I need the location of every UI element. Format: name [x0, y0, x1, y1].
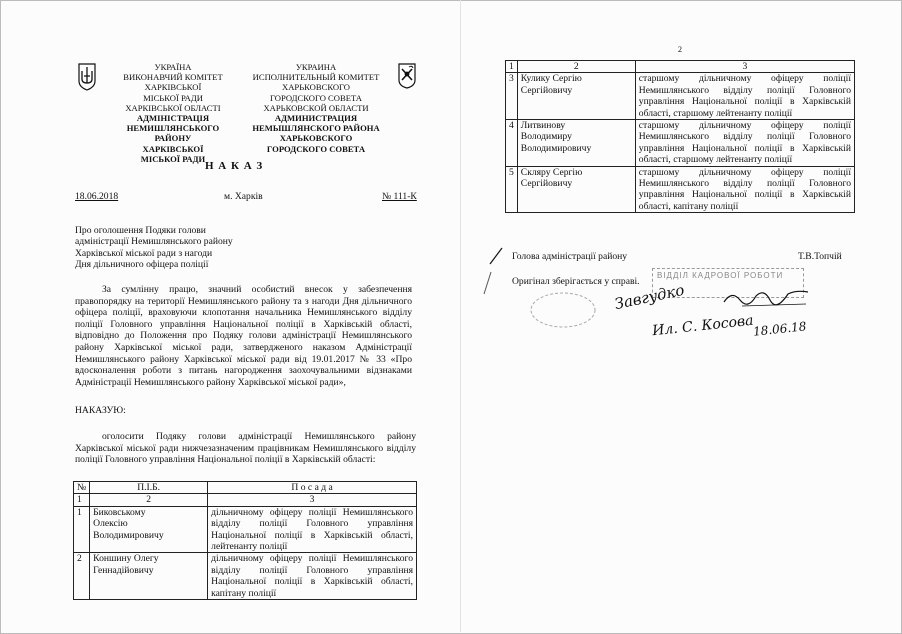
pen-mark-icon	[480, 270, 494, 296]
order-text: оголосити Подяку голови адміністрації Немишлянського району Харківської міської ради нижчезазначеним працівникам Немишлянського відділу поліції Головного управління Національної поліції в Харківській області:	[75, 431, 416, 466]
table-header-row	[74, 482, 417, 494]
row-position: старшому дільничному офіцеру поліції Немишлянського відділу поліції Головного управління Національної поліції в Харківській області, старшому лейтенанту поліції	[635, 73, 854, 120]
signature-name: Т.В.Топчій	[798, 251, 842, 262]
subject-line: Дня дільничного офіцера поліції	[75, 259, 209, 271]
header-ua	[108, 62, 238, 164]
row-name	[517, 166, 635, 213]
table-row	[506, 166, 855, 213]
name-line: Олексію	[93, 518, 128, 530]
col-header-position: П о с а д а	[208, 482, 417, 494]
colnum-cell: 3	[208, 494, 417, 506]
col-header-name: П.І.Б.	[90, 482, 208, 494]
table-row	[74, 553, 417, 600]
name-line: Геннадійовичу	[93, 564, 154, 576]
header-ru-line: ГОРОДСКОГО СОВЕТА	[270, 92, 362, 103]
name-line: Сергійовичу	[520, 178, 573, 190]
city-emblem-icon	[397, 63, 417, 89]
name-line: Сергійовичу	[520, 84, 573, 96]
handwritten-name: Ил. С. Косова	[651, 312, 755, 340]
name-line: Коншину Олегу	[93, 553, 159, 565]
preamble-paragraph: За сумлінну працю, значний особистий внесок у забезпечення правопорядку на території Немишлянського району та з нагоди Дня дільничного офіцера поліції, враховуючи клопотання начальника Немишлянського відділу поліції Головного управління Національної поліції в Харківській області, відповідно до Положення про Подяку голови адміністрації Немишлянського району Харківської міської ради, затвердженого наказом Адміністрації Немишлянського району Харківської міської ради від 19.01.2017 № 33 «Про вдосконалення роботи з питань нагородження заохочувальними відзнаками Адміністрації Немишлянського району Харківської міської ради»,	[75, 284, 412, 388]
header-ru-line: ИСПОЛНИТЕЛЬНЫЙ КОМИТЕТ	[252, 72, 380, 83]
pen-mark-icon	[487, 246, 505, 266]
header-ua-line: ХАРКІВСЬКОЇ ОБЛАСТІ	[125, 102, 221, 113]
doc-title: Н А К А З	[205, 160, 264, 172]
awardees-table-2	[505, 60, 855, 213]
page-fold	[460, 0, 461, 632]
header-ru-line: ХАРЬКОВСКОГО	[279, 133, 353, 144]
name-line: Володимировичу	[520, 142, 592, 154]
table-colnum-row	[506, 61, 855, 73]
row-position: дільничному офіцеру поліції Немишлянського відділу поліції Головного управління Національної поліції в Харківській області, капітану поліції	[208, 553, 417, 600]
row-name	[90, 506, 208, 553]
subject-line: Про оголошення Подяки голови	[75, 225, 206, 236]
row-position: дільничному офіцеру поліції Немишлянського відділу поліції Головного управління Національної поліції в Харківській області, лейтенанту поліції	[208, 506, 417, 553]
header-ua-line: НЕМИШЛЯНСЬКОГО РАЙОНУ	[126, 123, 220, 144]
stamp-text: ВІДДІЛ КАДРОВОЇ РОБОТИ	[657, 271, 784, 280]
header-ua-line: АДМІНІСТРАЦІЯ	[136, 113, 210, 124]
colnum-cell: 2	[90, 494, 208, 506]
subject-line: адміністрації Немишлянського району	[75, 236, 233, 248]
subject-line: Харківської міської ради з нагоди	[75, 247, 213, 259]
header-ua-line: ВИКОНАВЧИЙ КОМІТЕТ	[123, 72, 223, 83]
round-stamp-icon	[528, 290, 598, 330]
row-number: 5	[506, 166, 518, 213]
header-ru-line: ХАРЬКОВСКОЙ ОБЛАСТИ	[263, 102, 369, 113]
order-date: 18.06.2018	[75, 191, 119, 202]
signature-title: Голова адміністрації району	[512, 251, 628, 262]
table-colnum-row	[74, 494, 417, 506]
order-subject	[75, 225, 275, 271]
col-header-number: №	[74, 482, 90, 494]
header-ua-line: ХАРКІВСЬКОЇ	[142, 143, 204, 154]
header-ru-line: ХАРЬКОВСКОГО	[282, 82, 350, 93]
coat-of-arms-icon	[77, 63, 97, 91]
row-number: 3	[506, 73, 518, 120]
header-ua-line: МІСЬКОЇ РАДИ	[143, 92, 203, 103]
header-ua-line: ХАРКІВСЬКОЇ	[144, 82, 202, 93]
handwritten-date: 18.06.18	[752, 319, 808, 339]
table-row	[74, 506, 417, 553]
row-position: старшому дільничному офіцеру поліції Немишлянського відділу поліції Головного управління Національної поліції в Харківській області, старшому лейтенанту поліції	[635, 120, 854, 167]
header-ru-line: ГОРОДСКОГО СОВЕТА	[266, 143, 366, 154]
order-number: № 111-К	[382, 191, 417, 202]
order-word: НАКАЗУЮ:	[75, 405, 126, 416]
order-city: м. Харків	[224, 191, 263, 202]
header-ru-line: АДМИНИСТРАЦИЯ	[274, 113, 358, 124]
colnum-cell: 1	[506, 61, 518, 73]
colnum-cell: 1	[74, 494, 90, 506]
name-line: Володимировичу	[93, 529, 164, 541]
awardees-table-1	[73, 481, 417, 600]
row-name	[90, 553, 208, 600]
row-number: 1	[74, 506, 90, 553]
row-name	[517, 73, 635, 120]
original-note: Оригінал зберігається у справі.	[512, 276, 640, 287]
name-line: Биковському	[93, 506, 146, 518]
name-line: Литвинову	[520, 120, 566, 132]
table-row	[506, 73, 855, 120]
page-number: 2	[678, 45, 682, 54]
table-row	[506, 120, 855, 167]
handwritten-signature: Завгудко	[612, 280, 686, 314]
colnum-cell: 2	[517, 61, 635, 73]
header-ru-line: УКРАИНА	[295, 62, 337, 72]
scribble-signature-icon	[722, 286, 812, 308]
header-ru-line: НЕМЫШЛЯНСКОГО РАЙОНА	[252, 123, 380, 134]
header-ru	[250, 62, 382, 154]
row-name	[517, 120, 635, 167]
name-line: Кулику Сергію	[520, 73, 582, 85]
name-line: Скляру Сергію	[520, 166, 583, 178]
header-ua-line: МІСЬКОЇ РАДИ	[140, 153, 206, 164]
row-position: старшому дільничному офіцеру поліції Немишлянського відділу поліції Головного управління Національної поліції в Харківській області, капітану поліції	[635, 166, 854, 213]
header-ua-line: УКРАЇНА	[154, 62, 192, 72]
row-number: 2	[74, 553, 90, 600]
name-line: Володимиру	[520, 131, 572, 143]
row-number: 4	[506, 120, 518, 167]
colnum-cell: 3	[635, 61, 854, 73]
